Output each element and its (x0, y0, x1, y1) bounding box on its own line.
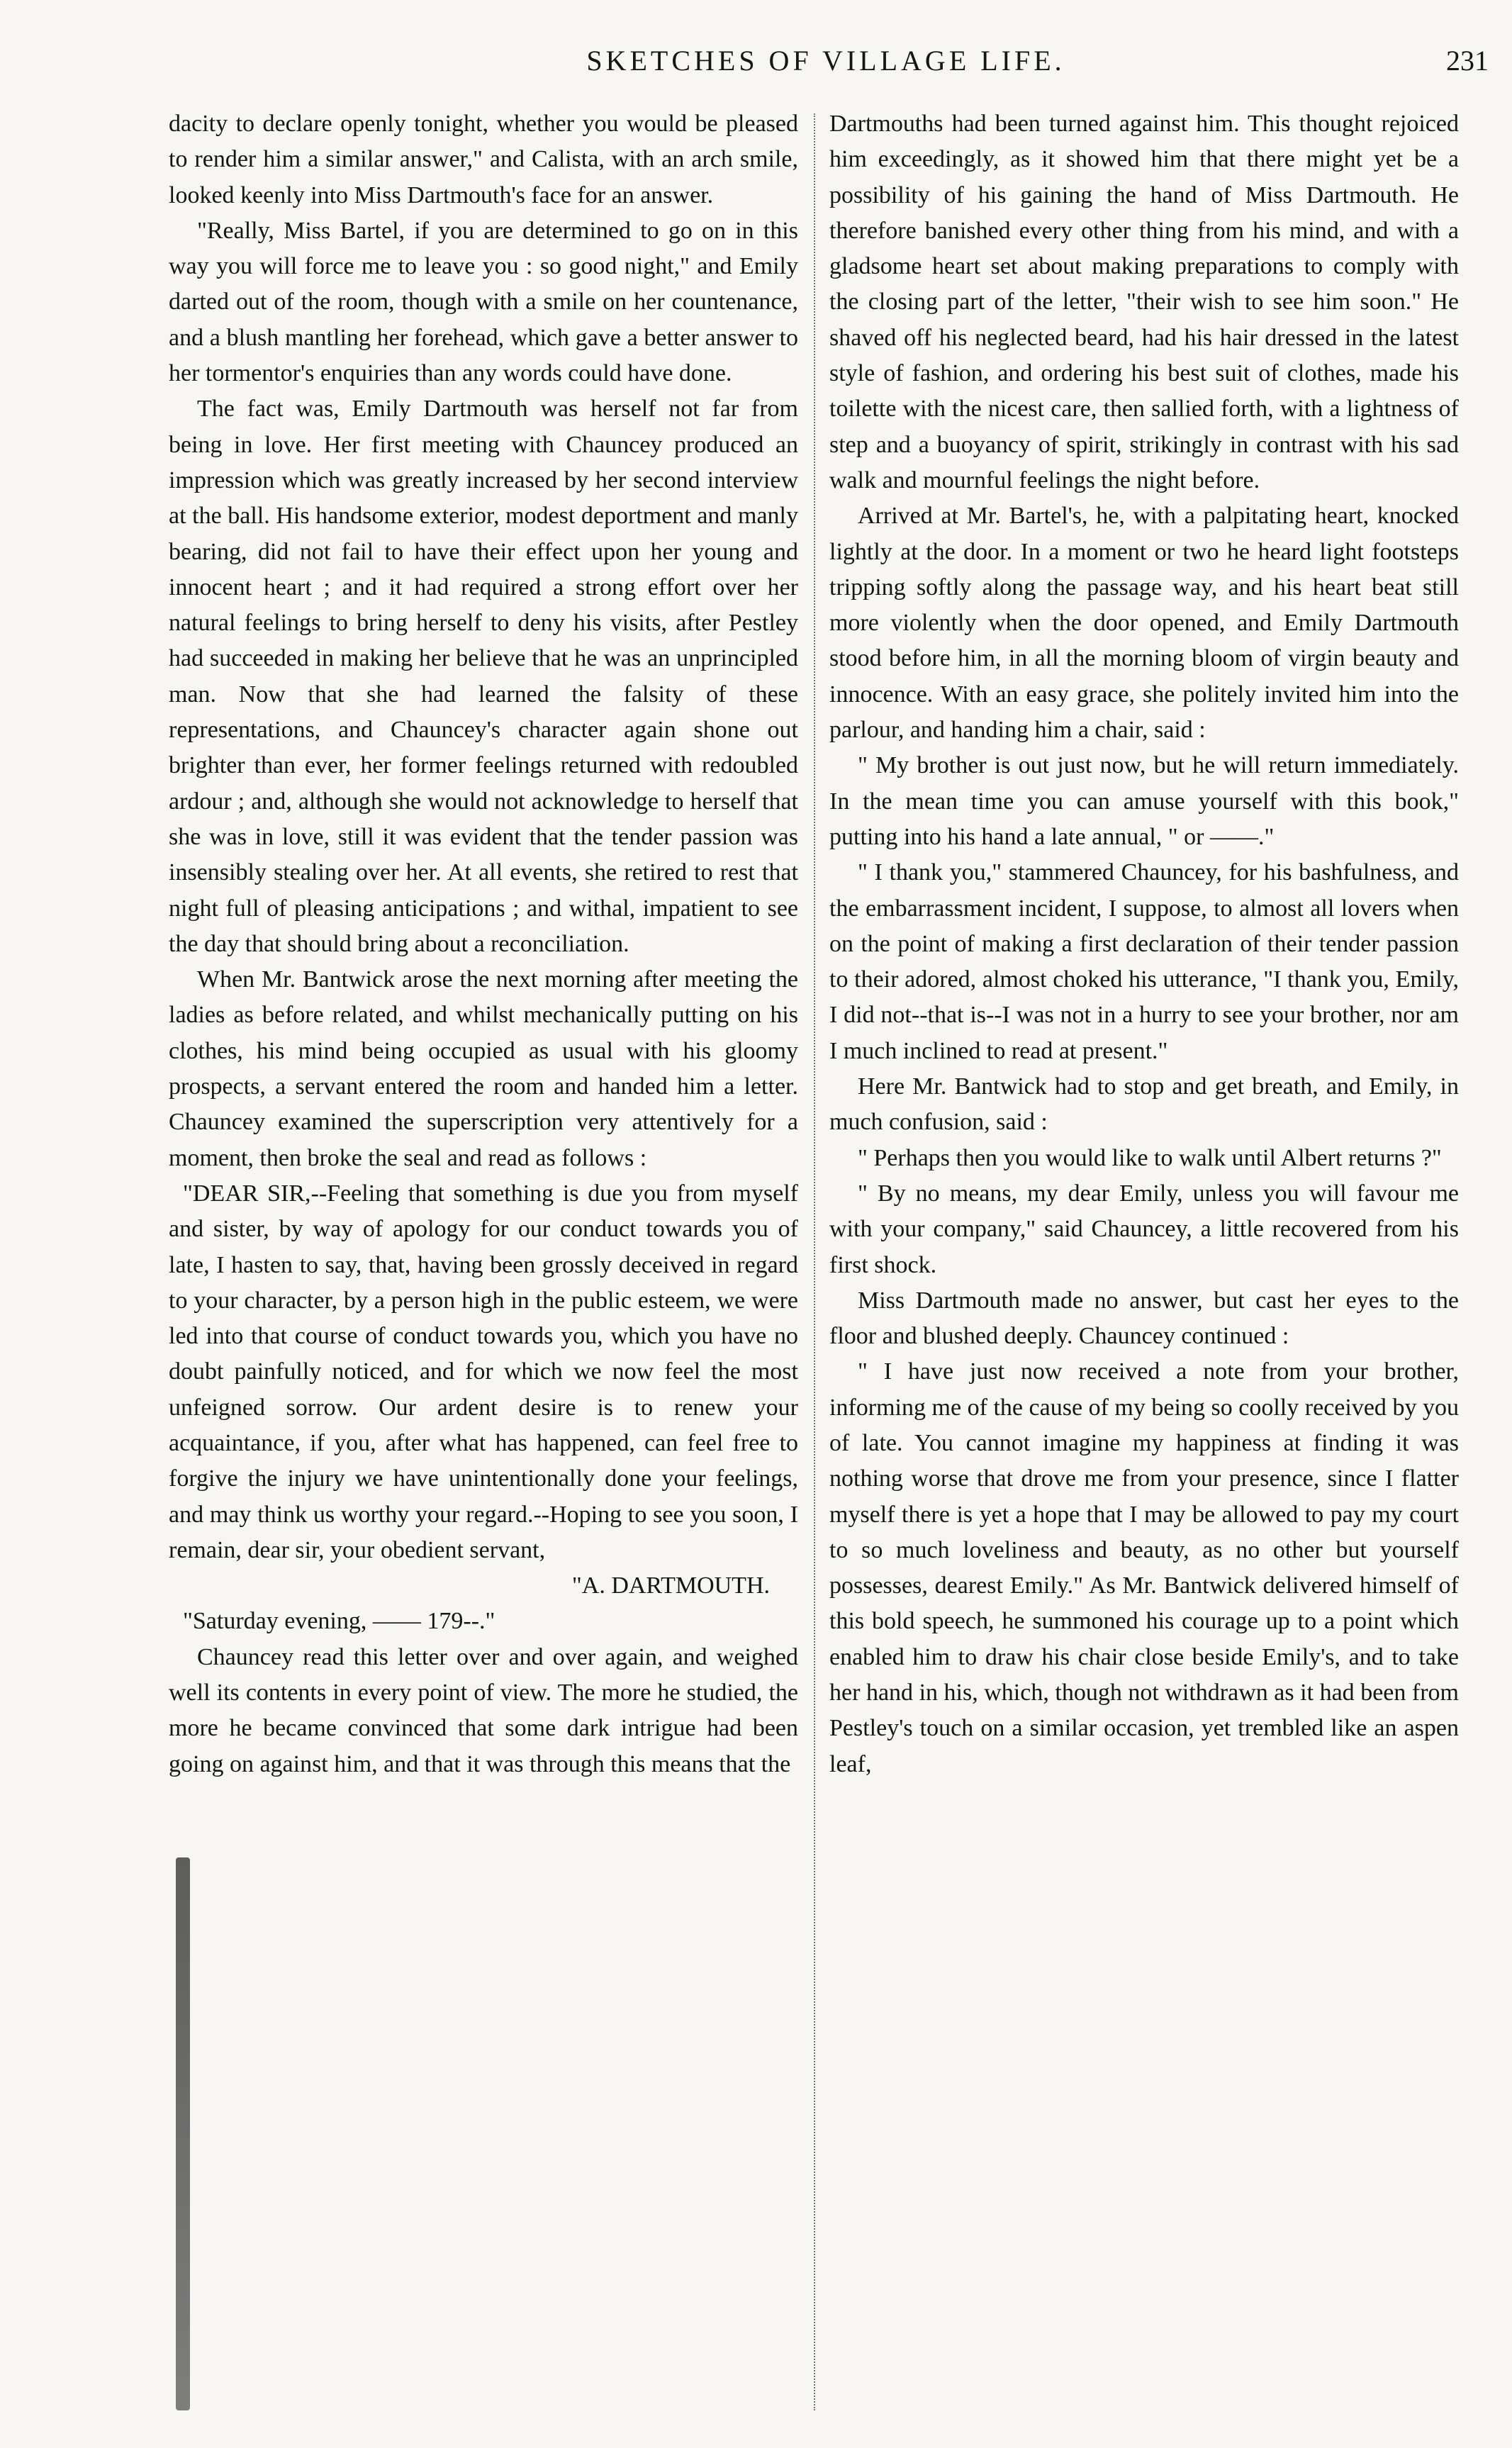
right-column (829, 106, 1459, 1782)
ink-smudge-mark (176, 1857, 190, 2410)
letter-dateline: "Saturday evening, —— 179--." (183, 1608, 495, 1635)
paragraph: The fact was, Emily Dartmouth was herself not far from being in love. Her first meeting with Chauncey produced an impression which was greatly increased by her second interview at the ball. His handsome exterior, modest deportment and manly bearing, did not fail to have their effect upon her young and innocent heart ; and it had required a strong effort over her natural feelings to bring herself to deny his visits, after Pestley had succeeded in making her believe that he was an unprincipled man. Now that she had learned the falsity of these representations, and Chauncey's character again shone out brighter than ever, her former feelings returned with redoubled ardour ; and, although she would not acknowledge to herself that she was in love, still it was evident that the tender passion was insensibly stealing over her. At all events, she retired to rest that night full of pleasing anticipations ; and withal, impatient to see the day that should bring about a reconciliation. (169, 396, 798, 957)
paragraph: Arrived at Mr. Bartel's, he, with a palpitating heart, knocked lightly at the door. In a moment or two he heard light footsteps tripping softly along the passage way, and his heart beat still more violently when the door opened, and Emily Dartmouth stood before him, in all the morning bloom of virgin beauty and innocence. With an easy grace, she politely invited him into the parlour, and handing him a chair, said : (829, 503, 1459, 744)
page-number: 231 (1446, 45, 1489, 77)
left-column (169, 106, 798, 1782)
paragraph: Chauncey read this letter over and over again, and weighed well its contents in every point of view. The more he studied, the more he became convinced that some dark intrigue had been going on against him, and that it was through this means that the (169, 1643, 798, 1777)
paragraph: "Really, Miss Bartel, if you are determined to go on in this way you will force me to leave you : so good night," and Emily darted out of the room, though with a smile on her countenance, and a blush mantling her forehead, which gave a better answer to her tormentor's enquiries than any words could have done. (169, 217, 798, 387)
paragraph: " Perhaps then you would like to walk until Albert returns ?" (858, 1144, 1442, 1171)
column-divider (814, 113, 815, 2410)
paragraph: " By no means, my dear Emily, unless you will favour me with your company," said Chauncey, a little recovered from his first shock. (829, 1180, 1459, 1278)
paragraph: dacity to declare openly tonight, whether you would be pleased to render him a similar answer," and Calista, with an arch smile, looked keenly into Miss Dartmouth's face for an answer. (169, 111, 798, 208)
paragraph: Dartmouths had been turned against him. This thought rejoiced him exceedingly, as it showed him that there might yet be a possibility of his gaining the hand of Miss Dartmouth. He therefore banished every other thing from his mind, and with a gladsome heart set about making preparations to comply with the closing part of the letter, "their wish to see him soon." He shaved off his neglected beard, had his hair dressed in the latest style of fashion, and ordering his best suit of clothes, made his toilette with the nicest care, then sallied forth, with a lightness of step and a buoyancy of spirit, strikingly in contrast with his sad walk and mournful feelings the night before. (829, 111, 1459, 493)
paragraph: " I have just now received a note from your brother, informing me of the cause of my being so coolly received by you of late. You cannot imagine my happiness at finding it was nothing worse that drove me from your presence, since I flatter myself there is yet a hope that I may be allowed to pay my court to so much loveliness and beauty, as no other but yourself possesses, dearest Emily." As Mr. Bantwick delivered himself of this bold speech, he summoned his courage up to a point which enabled him to draw his chair close beside Emily's, and to take her hand in his, which, though not withdrawn as it had been from Pestley's touch on a similar occasion, yet trembled like an aspen leaf, (829, 1358, 1459, 1777)
paragraph: " My brother is out just now, but he will return immediately. In the mean time you can amuse yourself with this book," putting into his hand a late annual, " or ——." (829, 752, 1459, 850)
letter-signature: "A. DARTMOUTH. (571, 1572, 770, 1599)
letter-body: "DEAR SIR,--Feeling that something is due you from myself and sister, by way of apology for our conduct towards you of late, I hasten to say, that, having been grossly deceived in regard to your character, by a person high in the public esteem, we were led into that course of conduct towards you, which you have no doubt painfully noticed, and for which we now feel the most unfeigned sorrow. Our ardent desire is to renew your acquaintance, if you, after what has happened, can feel free to forgive the injury we have unintentionally done your feelings, and may think us worthy your regard.--Hoping to see you soon, I remain, dear sir, your obedient servant, (169, 1180, 798, 1563)
running-title: SKETCHES OF VILLAGE LIFE. (586, 45, 1065, 77)
paragraph: " I thank you," stammered Chauncey, for his bashfulness, and the embarrassment incident, I suppose, to almost all lovers when on the point of making a first declaration of their tender passion to their adored, almost choked his utterance, "I thank you, Emily, I did not--that is--I was not in a hurry to see your brother, nor am I much inclined to read at present." (829, 859, 1459, 1064)
page-header (163, 44, 1489, 86)
paragraph: Miss Dartmouth made no answer, but cast her eyes to the floor and blushed deeply. Chauncey continued : (829, 1287, 1459, 1350)
paragraph: When Mr. Bantwick arose the next morning after meeting the ladies as before related, and whilst mechanically putting on his clothes, his mind being occupied as usual with his gloomy prospects, a servant entered the room and handed him a letter. Chauncey examined the superscription very attentively for a moment, then broke the seal and read as follows : (169, 966, 798, 1171)
paragraph: Here Mr. Bantwick had to stop and get breath, and Emily, in much confusion, said : (829, 1073, 1459, 1136)
